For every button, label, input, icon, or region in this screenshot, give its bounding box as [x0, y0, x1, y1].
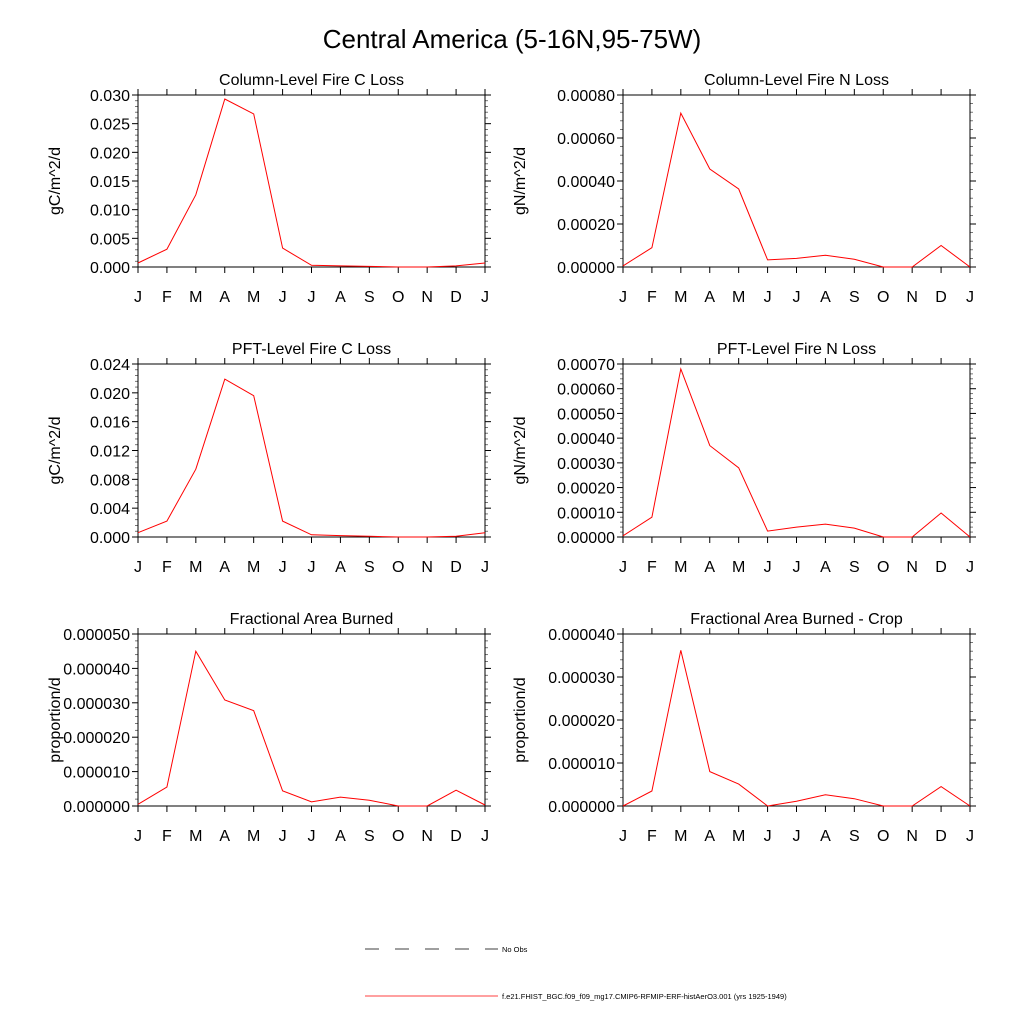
chart-title: Column-Level Fire N Loss — [704, 72, 889, 89]
x-tick-label: O — [877, 828, 890, 845]
y-tick-label: 0.00050 — [557, 406, 615, 424]
chart-panel — [47, 341, 491, 576]
y-tick-label: 0.00080 — [557, 88, 615, 105]
x-tick-label: M — [674, 559, 688, 576]
plot-frame — [138, 364, 485, 537]
x-tick-label: M — [247, 828, 261, 845]
y-tick-label: 0.00010 — [557, 505, 615, 523]
x-tick-label: M — [732, 559, 746, 576]
y-tick-label: 0.000020 — [63, 730, 130, 748]
y-tick-label: 0.000040 — [548, 627, 615, 644]
x-tick-label: J — [619, 828, 627, 845]
y-tick-label: 0.000020 — [548, 713, 615, 730]
chart-title: Fractional Area Burned — [229, 611, 394, 628]
x-tick-label: N — [906, 559, 918, 576]
x-tick-label: F — [647, 559, 657, 576]
series-line — [623, 369, 970, 537]
x-tick-label: J — [278, 559, 287, 576]
y-tick-label: 0.00030 — [557, 455, 615, 473]
x-tick-label: A — [820, 289, 831, 306]
x-tick-label: J — [481, 828, 489, 845]
y-tick-label: 0.000 — [89, 260, 130, 277]
plot-frame — [623, 364, 970, 537]
x-tick-label: J — [792, 289, 801, 306]
y-tick-label: 0.000000 — [548, 799, 615, 816]
y-tick-label: 0.012 — [89, 443, 130, 461]
y-tick-label: 0.000010 — [63, 764, 130, 782]
x-tick-label: F — [162, 559, 172, 576]
x-tick-label: J — [307, 559, 316, 576]
x-tick-label: J — [966, 289, 974, 306]
y-tick-label: 0.00040 — [557, 431, 615, 449]
y-tick-label: 0.025 — [89, 116, 130, 134]
x-tick-label: J — [134, 289, 142, 306]
x-tick-label: A — [335, 559, 346, 576]
x-tick-label: J — [134, 559, 142, 576]
x-tick-label: J — [763, 828, 772, 845]
x-tick-label: A — [704, 559, 716, 576]
x-tick-label: N — [421, 559, 433, 576]
x-tick-label: N — [906, 828, 918, 845]
x-tick-label: M — [247, 559, 261, 576]
y-tick-label: 0.000040 — [63, 661, 130, 679]
series-line — [623, 650, 970, 806]
x-tick-label: M — [189, 289, 203, 306]
y-tick-label: 0.00040 — [557, 174, 615, 191]
y-tick-label: 0.00020 — [557, 217, 615, 234]
chart-title: PFT-Level Fire C Loss — [231, 341, 392, 358]
x-tick-label: J — [966, 559, 974, 576]
x-tick-label: A — [219, 289, 231, 306]
x-tick-label: J — [619, 289, 627, 306]
x-tick-label: D — [935, 289, 947, 306]
x-tick-label: A — [820, 828, 831, 845]
x-tick-label: A — [704, 289, 716, 306]
chart-panel — [47, 611, 491, 845]
y-axis-label: gN/m^2/d — [512, 416, 529, 485]
panels — [47, 72, 976, 845]
legend-label-no-obs: No Obs — [502, 945, 528, 954]
x-tick-label: J — [307, 828, 316, 845]
legend-label-model: f.e21.FHIST_BGC.f09_f09_mg17.CMIP6-RFMIP-ERF-histAerO3.001 (yrs 1925-1949) — [502, 992, 787, 1001]
x-tick-label: A — [335, 828, 346, 845]
x-tick-label: F — [647, 828, 657, 845]
chart-title: Column-Level Fire C Loss — [219, 72, 404, 89]
x-tick-label: S — [363, 828, 375, 845]
x-tick-label: A — [820, 559, 831, 576]
plot-frame — [623, 95, 970, 267]
y-tick-label: 0.020 — [89, 145, 130, 163]
x-tick-label: N — [906, 289, 918, 306]
series-line — [623, 113, 970, 267]
chart-panel — [512, 72, 976, 306]
chart-panel — [512, 611, 976, 845]
x-tick-label: O — [392, 559, 405, 576]
y-tick-label: 0.000 — [89, 530, 130, 547]
x-tick-label: D — [450, 559, 462, 576]
x-tick-label: F — [162, 828, 172, 845]
plot-frame — [138, 634, 485, 806]
x-tick-label: M — [247, 289, 261, 306]
y-tick-label: 0.00070 — [557, 357, 615, 374]
x-tick-label: M — [732, 289, 746, 306]
x-tick-label: S — [848, 289, 860, 306]
x-tick-label: J — [307, 289, 316, 306]
x-tick-label: S — [363, 289, 375, 306]
y-axis-label: gC/m^2/d — [47, 416, 64, 485]
series-line — [138, 99, 485, 267]
x-tick-label: J — [763, 559, 772, 576]
y-tick-label: 0.016 — [89, 414, 130, 432]
y-tick-label: 0.000000 — [63, 799, 130, 816]
x-tick-label: J — [792, 828, 801, 845]
y-tick-label: 0.00060 — [557, 131, 615, 148]
y-tick-label: 0.00020 — [557, 480, 615, 498]
x-tick-label: M — [732, 828, 746, 845]
x-tick-label: D — [450, 289, 462, 306]
y-tick-label: 0.00000 — [557, 530, 615, 547]
x-tick-label: A — [335, 289, 346, 306]
x-tick-label: J — [763, 289, 772, 306]
chart-title: PFT-Level Fire N Loss — [716, 341, 877, 358]
plot-frame — [138, 95, 485, 267]
chart-panel — [47, 72, 491, 306]
y-tick-label: 0.010 — [89, 202, 130, 220]
x-tick-label: M — [674, 289, 688, 306]
y-axis-label: gN/m^2/d — [512, 147, 529, 215]
x-tick-label: D — [450, 828, 462, 845]
x-tick-label: J — [619, 559, 627, 576]
x-tick-label: J — [966, 828, 974, 845]
y-tick-label: 0.030 — [89, 88, 130, 105]
y-tick-label: 0.008 — [89, 472, 130, 490]
x-tick-label: O — [877, 289, 890, 306]
x-tick-label: N — [421, 289, 433, 306]
x-tick-label: J — [134, 828, 142, 845]
chart-panel — [512, 341, 976, 576]
x-tick-label: M — [189, 559, 203, 576]
x-tick-label: O — [392, 828, 405, 845]
x-tick-label: S — [848, 828, 860, 845]
plot-frame — [623, 634, 970, 806]
x-tick-label: J — [278, 289, 287, 306]
y-tick-label: 0.000030 — [548, 670, 615, 687]
x-tick-label: S — [848, 559, 860, 576]
figure-title: Central America (5-16N,95-75W) — [322, 24, 702, 54]
x-tick-label: A — [219, 828, 231, 845]
x-tick-label: J — [481, 289, 489, 306]
series-line — [138, 379, 485, 537]
y-tick-label: 0.00060 — [557, 381, 615, 399]
y-axis-label: proportion/d — [512, 677, 529, 763]
y-tick-label: 0.000030 — [63, 695, 130, 713]
x-tick-label: N — [421, 828, 433, 845]
y-tick-label: 0.024 — [89, 357, 130, 374]
chart-title: Fractional Area Burned - Crop — [690, 611, 903, 628]
y-tick-label: 0.004 — [89, 501, 130, 519]
x-tick-label: J — [792, 559, 801, 576]
x-tick-label: F — [647, 289, 657, 306]
x-tick-label: A — [704, 828, 716, 845]
x-tick-label: A — [219, 559, 231, 576]
series-line — [138, 651, 485, 806]
y-tick-label: 0.005 — [89, 231, 130, 249]
y-tick-label: 0.000010 — [548, 756, 615, 773]
x-tick-label: J — [278, 828, 287, 845]
x-tick-label: F — [162, 289, 172, 306]
x-tick-label: D — [935, 828, 947, 845]
y-tick-label: 0.015 — [89, 174, 130, 191]
y-axis-label: gC/m^2/d — [47, 147, 64, 215]
x-tick-label: M — [674, 828, 688, 845]
x-tick-label: O — [877, 559, 890, 576]
y-tick-label: 0.000050 — [63, 627, 130, 644]
y-tick-label: 0.020 — [89, 385, 130, 403]
x-tick-label: D — [935, 559, 947, 576]
x-tick-label: J — [481, 559, 489, 576]
x-tick-label: O — [392, 289, 405, 306]
y-tick-label: 0.00000 — [557, 260, 615, 277]
y-axis-label: proportion/d — [47, 677, 64, 763]
x-tick-label: S — [363, 559, 375, 576]
legend — [365, 945, 787, 1001]
x-tick-label: M — [189, 828, 203, 845]
